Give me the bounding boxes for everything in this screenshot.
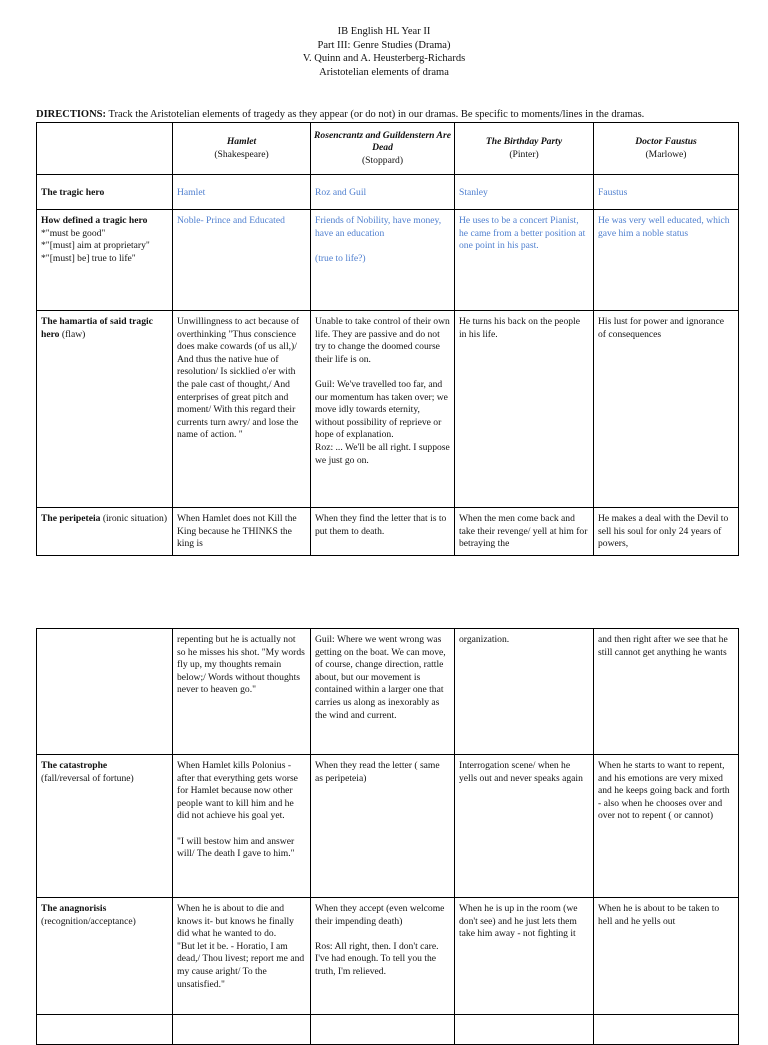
- row-how-defined: [37, 210, 739, 311]
- table-cell: When Hamlet kills Polonius - after that everything gets worse for Hamlet because now other people want to kill him and he did not achieve his goal yet. "I will bestow him and answer will/ The death I gave to him.": [173, 755, 311, 898]
- row-tragic-hero: [37, 175, 739, 210]
- table-cell: Unable to take control of their own life. They are passive and do not try to change the doomed course their life is on. Guil: We've travelled too far, and our momentum has taken over; we move idly towards eternity, without possibility of reprieve or hope of explanation. Roz: ... We'll be all right. I suppose we just go on.: [311, 311, 455, 508]
- table-cell: When they find the letter that is to put them to death.: [311, 508, 455, 556]
- table-cell: [311, 1015, 455, 1045]
- column-header-hamlet: Hamlet (Shakespeare): [173, 123, 311, 175]
- worksheet-title: Aristotelian elements of drama: [319, 66, 449, 78]
- table-cell: When he is up in the room (we don't see) and he just lets them take him away - not fighting it: [455, 898, 594, 1015]
- document-header: [0, 25, 768, 79]
- header-row: [37, 123, 739, 175]
- table-cell: When they read the letter ( same as peripeteia): [311, 755, 455, 898]
- directions-label: DIRECTIONS:: [36, 109, 107, 120]
- teacher-names: V. Quinn and A. Heusterberg-Richards: [302, 53, 466, 64]
- row-label-blank: [37, 629, 173, 755]
- row-peripeteia-continued: [37, 629, 739, 755]
- header-blank-cell: [37, 123, 173, 175]
- table-cell: When they accept (even welcome their impending death) Ros: All right, then. I don't care. I've had enough. To tell you the truth, I'm relieved.: [311, 898, 455, 1015]
- table-cell: [594, 1015, 739, 1045]
- table-cell: His lust for power and ignorance of consequences: [594, 311, 739, 508]
- directions-text: Track the Aristotelian elements of tragedy as they appear (or do not) in our dramas. Be specific to moments/lines in the dramas.: [106, 109, 645, 120]
- column-header-birthday-party: The Birthday Party (Pinter): [455, 123, 594, 175]
- table-cell: He makes a deal with the Devil to sell his soul for only 24 years of powers,: [594, 508, 739, 556]
- row-hamartia: [37, 311, 739, 508]
- table-cell: Guil: Where we went wrong was getting on the boat. We can move, of course, change direction, rattle about, but our movement is contained within a larger one that carries us along as inexorably as the wind and current.: [311, 629, 455, 755]
- unit-title: Part III: Genre Studies (Drama): [317, 39, 451, 51]
- table-cell: repenting but he is actually not so he misses his shot. "My words fly up, my thoughts remain below;/ Words without thoughts never to heaven go.": [173, 629, 311, 755]
- directions: [36, 108, 756, 121]
- elements-table-page-2: [36, 628, 739, 1045]
- table-cell: [37, 1015, 173, 1045]
- column-header-rosencrantz: Rosencrantz and Guildenstern Are Dead (Stoppard): [311, 123, 455, 175]
- table-cell: He turns his back on the people in his life.: [455, 311, 594, 508]
- table-cell: When he starts to want to repent, and his emotions are very mixed and he keeps going back and forth - also when he chooses over and over not to repent ( or cannot): [594, 755, 739, 898]
- table-cell: organization.: [455, 629, 594, 755]
- table-cell: [455, 1015, 594, 1045]
- table-cell: [173, 1015, 311, 1045]
- table-cell: He uses to be a concert Pianist, he came from a better position at one point in his past.: [455, 210, 594, 311]
- row-anagnorisis: [37, 898, 739, 1015]
- row-label: How defined a tragic hero *"must be good" *"[must] aim at proprietary" *"[must] be] true to life": [37, 210, 173, 311]
- table-cell: When he is about to be taken to hell and he yells out: [594, 898, 739, 1015]
- table-cell: and then right after we see that he still cannot get anything he wants: [594, 629, 739, 755]
- elements-table-page-1: [36, 122, 739, 556]
- table-cell: Roz and Guil: [311, 175, 455, 210]
- table-cell: He was very well educated, which gave him a noble status: [594, 210, 739, 311]
- course-title: IB English HL Year II: [337, 26, 431, 37]
- column-header-faustus: Doctor Faustus (Marlowe): [594, 123, 739, 175]
- table-cell: When Hamlet does not Kill the King because he THINKS the king is: [173, 508, 311, 556]
- row-label: The anagnorisis (recognition/acceptance): [37, 898, 173, 1015]
- table-cell: Hamlet: [173, 175, 311, 210]
- table-cell: Noble- Prince and Educated: [173, 210, 311, 311]
- row-label: The tragic hero: [37, 175, 173, 210]
- table-cell: Stanley: [455, 175, 594, 210]
- table-cell: Interrogation scene/ when he yells out and never speaks again: [455, 755, 594, 898]
- row-label: The hamartia of said tragic hero (flaw): [37, 311, 173, 508]
- row-catastrophe: [37, 755, 739, 898]
- table-cell: Faustus: [594, 175, 739, 210]
- table-cell: Unwillingness to act because of overthinking "Thus conscience does make cowards (of us all,)/ And thus the native hue of resolution/ Is sicklied o'er with the pale cast of thought,/ And enterprises of great pitch and moment/ With this regard their currents turn awry/ and lose the name of action. ": [173, 311, 311, 508]
- row-label: The catastrophe (fall/reversal of fortune): [37, 755, 173, 898]
- row-peripeteia: [37, 508, 739, 556]
- table-cell: When he is about to die and knows it- but knows he finally did what he wanted to do. "But let it be. - Horatio, I am dead,/ Thou livest; report me and my cause aright/ To the unsatisfied.": [173, 898, 311, 1015]
- table-cell: Friends of Nobility, have money, have an education (true to life?): [311, 210, 455, 311]
- row-cutoff: [37, 1015, 739, 1045]
- table-cell: When the men come back and take their revenge/ yell at him for betraying the: [455, 508, 594, 556]
- row-label: The peripeteia (ironic situation): [37, 508, 173, 556]
